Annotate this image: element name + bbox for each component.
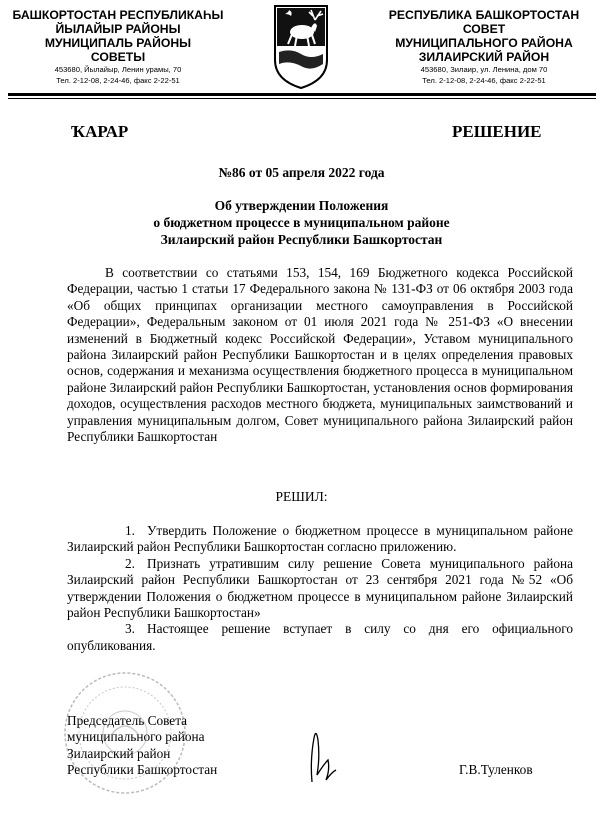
header-rule-thin [8, 98, 596, 99]
list-item [67, 621, 573, 654]
preamble-paragraph: В соответствии со статьями 153, 154, 169 Бюджетного кодекса Российской Федерации, частью 1 статьи 17 Федерального закона № 131-ФЗ от 06 октября 2003 года «Об общих принципах организации местного самоуправления в Российской Федерации», Федеральным законом от 01 июля 2021 года № 251-ФЗ «О внесении изменений в Бюджетный кодекс Российской Федерации», Уставом муниципального района Зилаирский район Республики Башкортостан и в целях определения правовых основ, содержания и механизма осуществления бюджетного процесса в муниципальном районе Зилаирский район Республики Башкортостан, установления основ формирования доходов, осуществления расходов местного бюджета, муниципальных заимствований и управления муниципальным долгом, Совет муниципального района Зилаирский район Республики Башкортостан [67, 265, 573, 445]
item-text: Настоящее решение вступает в силу со дня его официального опубликования. [67, 621, 573, 653]
letterhead-left-address: 453680, Йылайыр, Ленин урамы, 70 [54, 65, 182, 74]
resolution-items [67, 523, 573, 654]
letterhead-left-phone: Тел. 2-12-08, 2-24-46, факс 2-22-51 [56, 75, 180, 85]
item-text: Утвердить Положение о бюджетном процессе в муниципальном районе Зилаирский район Республики Башкортостан согласно приложению. [67, 523, 573, 555]
letterhead-right-address: 453680, Зилаир, ул. Ленина, дом 70 [420, 65, 548, 74]
signature-icon [300, 720, 340, 790]
letterhead-left [4, 8, 232, 85]
letterhead [0, 0, 603, 96]
doc-type-bashkir: ҠАРАР [71, 122, 129, 141]
list-item [67, 523, 573, 556]
item-number: 1. [125, 523, 135, 538]
letterhead-right-phone: Тел. 2-12-08, 2-24-46, факс 2-22-51 [422, 75, 546, 85]
list-item [67, 556, 573, 622]
signatory-name: Г.В.Туленков [459, 762, 533, 777]
item-text: Признать утратившим силу решение Совета муниципального района Зилаирский район Республики Башкортостан от 23 сентября 2021 года №52 «Об утверждении Положения о бюджетном процессе в муниципальном районе Зилаирский район Республики Башкортостан» [67, 555, 573, 621]
doc-type-russian: РЕШЕНИЕ [452, 122, 542, 141]
item-number: 2. [125, 555, 135, 571]
item-number: 3. [125, 621, 135, 637]
document-number: №86 от 05 апреля 2022 года [218, 165, 385, 180]
letterhead-right [370, 8, 598, 85]
document-title: Об утверждении Положения о бюджетном процессе в муниципальном районе Зилаирский район Республики Башкортостан [153, 198, 450, 247]
resolved-heading: РЕШИЛ: [275, 489, 328, 504]
signatory-position: Председатель Совета муниципального района Зилаирский район Республики Башкортостан [67, 713, 218, 778]
letterhead-left-title: БАШКОРТОСТАН РЕСПУБЛИКАҺЫ ЙЫЛАЙЫР РАЙОНЫ МУНИЦИПАЛЬ РАЙОНЫ СОВЕТЫ [12, 8, 224, 64]
coat-of-arms-icon [271, 2, 331, 90]
letterhead-right-title: РЕСПУБЛИКА БАШКОРТОСТАН СОВЕТ МУНИЦИПАЛЬНОГО РАЙОНА ЗИЛАИРСКИЙ РАЙОН [388, 8, 580, 64]
header-rule-thick [8, 93, 596, 96]
